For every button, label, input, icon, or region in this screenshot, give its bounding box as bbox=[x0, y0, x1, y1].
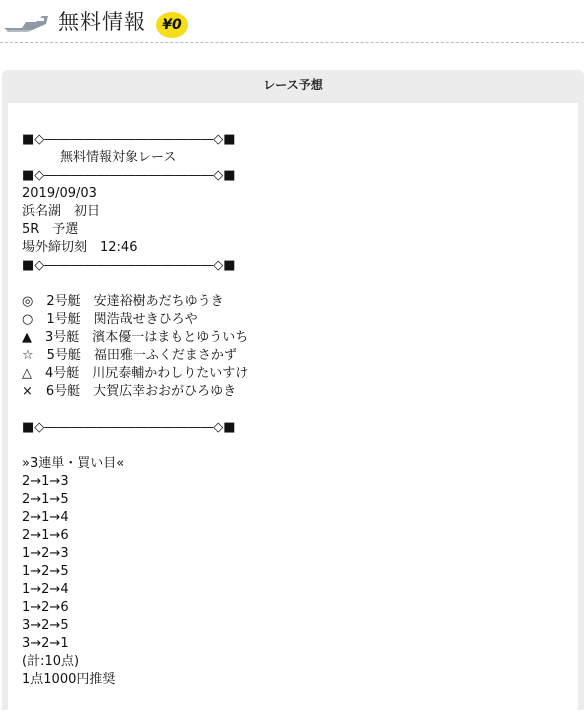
bet-combo: 2→1→3 bbox=[22, 474, 69, 489]
price-badge: ¥0 bbox=[156, 12, 188, 38]
race-date: 2019/09/03 bbox=[22, 186, 97, 201]
page-header bbox=[0, 0, 584, 43]
race-prediction-panel bbox=[2, 70, 584, 710]
prediction-content bbox=[22, 131, 248, 689]
bet-combo: 3→2→1 bbox=[22, 636, 69, 651]
bet-combo: 1→2→3 bbox=[22, 546, 69, 561]
spacer bbox=[22, 437, 248, 455]
prediction-row: ▲ 3号艇 濱本優一はまもとゆういち bbox=[22, 330, 249, 345]
prediction-row: △ 4号艇 川尻泰輔かわしりたいすけ bbox=[22, 366, 249, 381]
race-deadline: 場外締切刻 12:46 bbox=[22, 240, 138, 255]
prediction-row: × 6号艇 大賀広幸おおがひろゆき bbox=[22, 384, 237, 399]
divider: ■◇―――――――――――――◇■ bbox=[22, 168, 236, 183]
section-label: 無料情報対象レース bbox=[60, 150, 177, 165]
bet-combo: 1→2→5 bbox=[22, 564, 69, 579]
bet-combo: 1→2→6 bbox=[22, 600, 69, 615]
bets-heading: »3連単・買い目« bbox=[22, 456, 125, 471]
prediction-row: ○ 1号艇 関浩哉せきひろや bbox=[22, 312, 198, 327]
panel-title: レース予想 bbox=[263, 78, 323, 92]
prediction-row: ☆ 5号艇 福田雅一ふくだまさかず bbox=[22, 348, 237, 363]
race-venue-day: 浜名湖 初日 bbox=[22, 204, 101, 219]
spacer bbox=[22, 401, 248, 419]
panel-body bbox=[8, 103, 578, 713]
divider: ■◇―――――――――――――◇■ bbox=[22, 132, 236, 147]
bet-combo: 2→1→4 bbox=[22, 510, 69, 525]
bet-combo: 3→2→5 bbox=[22, 618, 69, 633]
bets-stake: 1点1000円推奨 bbox=[22, 672, 116, 687]
bets-total: (計:10点) bbox=[22, 654, 80, 669]
spacer bbox=[22, 275, 248, 293]
divider: ■◇―――――――――――――◇■ bbox=[22, 420, 236, 435]
page-title: 無料情報 bbox=[58, 10, 146, 34]
prediction-row: ◎ 2号艇 安達裕樹あだちゆうき bbox=[22, 294, 224, 309]
divider: ■◇―――――――――――――◇■ bbox=[22, 258, 236, 273]
boat-icon bbox=[2, 12, 50, 34]
bet-combo: 2→1→5 bbox=[22, 492, 69, 507]
bet-combo: 1→2→4 bbox=[22, 582, 69, 597]
race-type: 5R 予選 bbox=[22, 222, 79, 237]
bet-combo: 2→1→6 bbox=[22, 528, 69, 543]
